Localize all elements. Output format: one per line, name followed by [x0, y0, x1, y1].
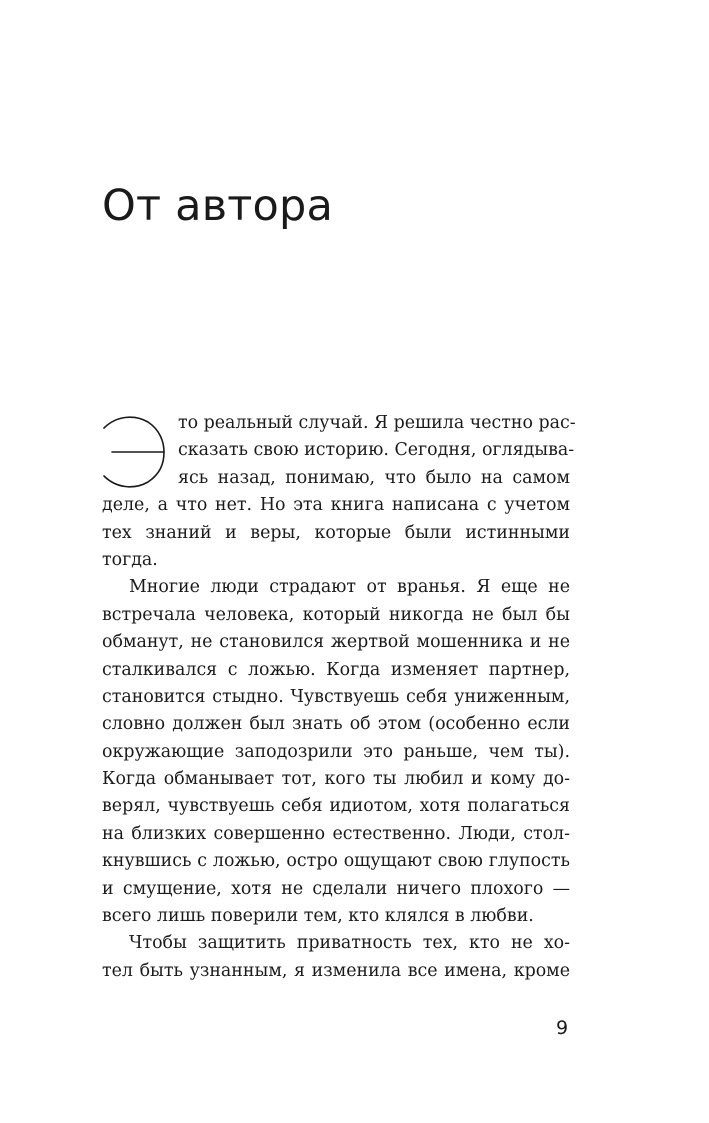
drop-cap-letter [98, 412, 168, 492]
chapter-title: От автора [102, 181, 334, 231]
text-line: словно должен был знать об этом (особенно если [102, 714, 570, 735]
body-text [102, 410, 576, 985]
text-line: всего лишь поверили тем, кто клялся в любви. [102, 906, 534, 927]
text-line: то реальный случай. Я решила честно рас- [178, 413, 576, 433]
paragraph-2 [102, 574, 570, 930]
text-line: встречала человека, который никогда не был бы [102, 604, 570, 625]
text-line: на близких совершенно естественно. Люди, стол- [102, 823, 570, 844]
text-line: становится стыдно. Чувствуешь себя униженным, [102, 686, 570, 707]
text-line: обманут, не становился жертвой мошенника и не [102, 632, 570, 653]
text-line: сказать свою историю. Сегодня, оглядыва- [178, 440, 575, 461]
text-line: и смущение, хотя не сделали ничего плохого — [102, 878, 570, 899]
text-line: ясь назад, понимаю, что было на самом [178, 467, 570, 488]
text-line: Многие люди страдают от вранья. Я еще не [129, 577, 570, 598]
text-line: верял, чувствуешь себя идиотом, хотя полагаться [102, 796, 570, 817]
text-line: Когда обманывает тот, кого ты любил и кому до- [102, 769, 570, 790]
text-line: Чтобы защитить приватность тех, кто не хо- [129, 933, 570, 954]
text-line: кнувшись с ложью, остро ощущают свою глупость [102, 851, 570, 872]
paragraph-1 [102, 410, 576, 574]
text-line: деле, а что нет. Но эта книга написана с учетом [102, 495, 570, 516]
paragraph-3 [102, 930, 570, 985]
text-line: окружающие заподозрили это раньше, чем ты). [102, 741, 570, 762]
text-line: тел быть узнанным, я изменила все имена, кроме [102, 960, 570, 981]
text-line: тогда. [102, 549, 158, 570]
text-line: тех знаний и веры, которые были истинными [102, 522, 570, 543]
text-line: сталкивался с ложью. Когда изменяет партнер, [102, 659, 570, 680]
page-number: 9 [556, 1017, 569, 1039]
